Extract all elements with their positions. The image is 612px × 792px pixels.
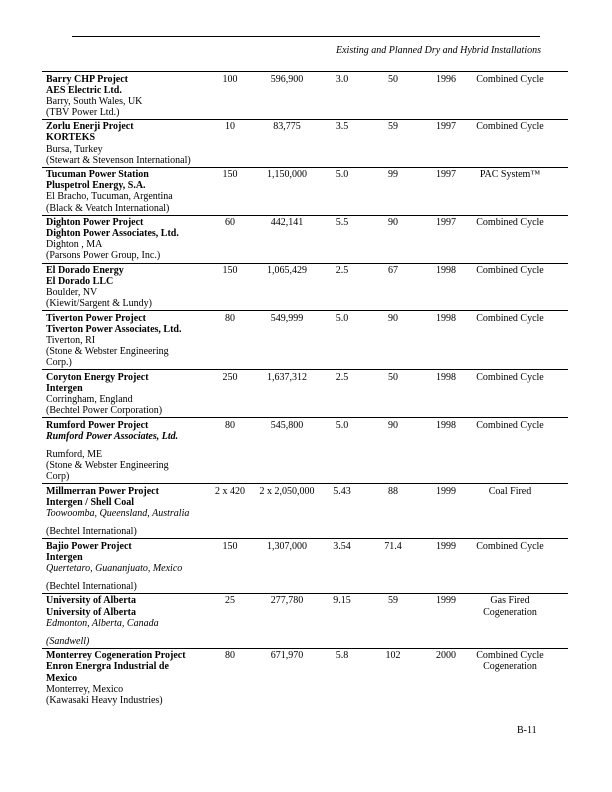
type-line: Combined Cycle bbox=[476, 265, 544, 276]
flow-cell: 1,637,312 bbox=[250, 370, 324, 418]
table-row bbox=[42, 370, 568, 418]
project-line: Tiverton Power Project bbox=[46, 312, 146, 324]
type-line: Combined Cycle bbox=[476, 121, 544, 133]
type-cell bbox=[466, 539, 568, 594]
value-cell: 99 bbox=[360, 167, 426, 215]
type-cell bbox=[466, 484, 568, 539]
blank-line bbox=[46, 574, 204, 581]
project-line: (Stewart & Stevenson International) bbox=[46, 154, 191, 166]
value-cell: 90 bbox=[360, 311, 426, 370]
project-line: Dighton , MA bbox=[46, 239, 103, 251]
installations-table bbox=[42, 71, 568, 707]
project-line: Dighton Power Associates, Ltd. bbox=[46, 228, 179, 240]
type-line: Combined Cycle bbox=[476, 73, 544, 85]
project-line: Tiverton, RI bbox=[46, 335, 96, 347]
project-line: Barry, South Wales, UK bbox=[46, 95, 143, 107]
header-rule bbox=[72, 36, 540, 37]
flow-cell: 1,150,000 bbox=[250, 167, 324, 215]
project-line: Enron Energra Industrial de bbox=[46, 661, 169, 673]
project-line: Edmonton, Alberta, Canada bbox=[46, 617, 159, 629]
year-cell: 1999 bbox=[426, 484, 466, 539]
type-cell bbox=[466, 167, 568, 215]
type-cell bbox=[466, 119, 568, 167]
year-cell: 2000 bbox=[436, 650, 456, 662]
project-cell bbox=[42, 593, 210, 648]
flow-cell: 1,065,429 bbox=[250, 263, 324, 311]
project-line: University of Alberta bbox=[46, 606, 136, 618]
blank-line bbox=[46, 629, 204, 636]
capacity-cell: 80 bbox=[225, 650, 235, 662]
value-cell: 71.4 bbox=[360, 539, 426, 594]
table-row bbox=[42, 593, 568, 648]
value-cell: 5.0 bbox=[324, 311, 360, 370]
project-line: (Bechtel International) bbox=[46, 525, 137, 537]
project-line: Mexico bbox=[46, 672, 78, 684]
value-cell: 102 bbox=[385, 650, 401, 662]
value-cell: 50 bbox=[360, 370, 426, 418]
project-line: Dighton Power Project bbox=[46, 217, 144, 229]
flow-cell: 671,970 bbox=[270, 650, 304, 662]
project-line: Bursa, Turkey bbox=[46, 143, 103, 155]
type-line: Coal Fired bbox=[488, 485, 532, 497]
type-cell bbox=[466, 215, 568, 263]
value-cell: 88 bbox=[360, 484, 426, 539]
project-line: (Kiewit/Sargent & Lundy) bbox=[46, 298, 152, 310]
type-line: Gas Fired bbox=[490, 595, 530, 607]
project-line: (Stone & Webster Engineering bbox=[46, 460, 169, 471]
value-cell: 3.5 bbox=[324, 119, 360, 167]
value-cell: 9.15 bbox=[324, 593, 360, 648]
project-line: Quertetaro, Guananjuato, Mexico bbox=[46, 562, 183, 574]
project-cell bbox=[42, 215, 210, 263]
project-line: Boulder, NV bbox=[46, 287, 98, 299]
project-line: Barry CHP Project bbox=[46, 73, 129, 85]
table-row bbox=[42, 72, 568, 120]
flow-cell: 83,775 bbox=[250, 119, 324, 167]
value-cell: 2.5 bbox=[324, 263, 360, 311]
project-cell bbox=[42, 418, 210, 484]
table-row bbox=[42, 311, 568, 370]
flow-cell: 545,800 bbox=[250, 418, 324, 484]
project-line: El Dorado Energy bbox=[46, 265, 124, 276]
capacity-cell: 25 bbox=[210, 593, 250, 648]
project-line: Intergen bbox=[46, 382, 83, 394]
flow-cell: 2 x 2,050,000 bbox=[250, 484, 324, 539]
blank-line bbox=[46, 519, 204, 526]
value-cell: 59 bbox=[360, 593, 426, 648]
project-cell bbox=[42, 484, 210, 539]
project-line: Tucuman Power Station bbox=[46, 169, 149, 181]
type-line: Combined Cycle bbox=[476, 217, 544, 229]
project-line: (Black & Veatch International) bbox=[46, 202, 170, 214]
project-line: Rumford Power Project bbox=[46, 419, 149, 431]
type-line: Cogeneration bbox=[483, 606, 537, 618]
value-cell: 5.5 bbox=[324, 215, 360, 263]
project-cell bbox=[42, 370, 210, 418]
table-row bbox=[42, 215, 568, 263]
type-cell bbox=[466, 593, 568, 648]
year-cell: 1997 bbox=[426, 215, 466, 263]
project-cell bbox=[42, 311, 210, 370]
year-cell: 1998 bbox=[426, 263, 466, 311]
running-header: Existing and Planned Dry and Hybrid Installations bbox=[336, 45, 541, 56]
project-cell bbox=[42, 263, 210, 311]
year-cell: 1998 bbox=[426, 418, 466, 484]
table-body bbox=[42, 72, 568, 707]
year-cell: 1999 bbox=[426, 539, 466, 594]
project-line: Zorlu Enerji Project bbox=[46, 121, 134, 133]
table-row bbox=[42, 539, 568, 594]
year-cell: 1998 bbox=[426, 311, 466, 370]
project-line: (Sandwell) bbox=[46, 635, 90, 647]
capacity-cell: 60 bbox=[210, 215, 250, 263]
capacity-cell: 150 bbox=[210, 167, 250, 215]
value-cell: 5.8 bbox=[335, 650, 349, 662]
type-line: Combined Cycle bbox=[476, 650, 544, 662]
type-cell bbox=[466, 418, 568, 484]
type-cell bbox=[466, 370, 568, 418]
type-cell bbox=[466, 263, 568, 311]
table-row bbox=[42, 418, 568, 484]
type-cell bbox=[466, 311, 568, 370]
project-line: (TBV Power Ltd.) bbox=[46, 106, 120, 118]
project-cell bbox=[42, 539, 210, 594]
year-cell: 1998 bbox=[426, 370, 466, 418]
year-cell: 1997 bbox=[426, 119, 466, 167]
value-cell: 5.43 bbox=[324, 484, 360, 539]
year-cell: 1997 bbox=[426, 167, 466, 215]
flow-cell: 549,999 bbox=[250, 311, 324, 370]
year-cell: 1996 bbox=[426, 72, 466, 120]
project-line: (Stone & Webster Engineering bbox=[46, 346, 169, 358]
project-line: Pluspetrol Energy, S.A. bbox=[46, 180, 146, 192]
project-line: KORTEKS bbox=[46, 132, 96, 144]
year-cell: 1999 bbox=[426, 593, 466, 648]
table-row bbox=[42, 484, 568, 539]
value-cell: 3.0 bbox=[324, 72, 360, 120]
flow-cell: 277,780 bbox=[250, 593, 324, 648]
type-line: PAC System™ bbox=[479, 169, 541, 181]
value-cell: 5.0 bbox=[324, 167, 360, 215]
project-line: Intergen bbox=[46, 551, 83, 563]
project-line: Rumford Power Associates, Ltd. bbox=[46, 430, 179, 442]
project-line: AES Electric Ltd. bbox=[46, 84, 122, 96]
table-row bbox=[42, 119, 568, 167]
project-cell bbox=[42, 167, 210, 215]
table-row bbox=[42, 648, 568, 706]
flow-cell: 596,900 bbox=[250, 72, 324, 120]
project-line: El Bracho, Tucuman, Argentina bbox=[46, 191, 173, 203]
table-row bbox=[42, 167, 568, 215]
table-row bbox=[42, 263, 568, 311]
project-line: Bajio Power Project bbox=[46, 540, 132, 552]
capacity-cell: 80 bbox=[210, 311, 250, 370]
value-cell: 59 bbox=[360, 119, 426, 167]
blank-line bbox=[46, 442, 204, 449]
type-line: Combined Cycle bbox=[476, 540, 544, 552]
type-cell bbox=[466, 648, 568, 706]
page-number: B-11 bbox=[517, 725, 537, 736]
project-line: (Bechtel International) bbox=[46, 580, 137, 592]
type-line: Combined Cycle bbox=[476, 419, 544, 431]
capacity-cell: 150 bbox=[210, 539, 250, 594]
value-cell: 50 bbox=[360, 72, 426, 120]
type-line: Combined Cycle bbox=[476, 312, 544, 324]
project-line: University of Alberta bbox=[46, 595, 136, 607]
project-line: Corp.) bbox=[46, 357, 72, 369]
capacity-cell: 10 bbox=[210, 119, 250, 167]
project-line: Tiverton Power Associates, Ltd. bbox=[46, 323, 182, 335]
project-line: El Dorado LLC bbox=[46, 276, 114, 288]
project-line: Millmerran Power Project bbox=[46, 485, 159, 497]
project-line: Corringham, England bbox=[46, 394, 133, 406]
type-line: Combined Cycle bbox=[476, 371, 544, 383]
type-line: Cogeneration bbox=[483, 661, 537, 673]
project-line: (Parsons Power Group, Inc.) bbox=[46, 250, 161, 262]
project-line: Coryton Energy Project bbox=[46, 371, 149, 383]
project-cell bbox=[42, 72, 210, 120]
capacity-cell: 150 bbox=[210, 263, 250, 311]
project-cell bbox=[42, 648, 210, 706]
project-line: Toowoomba, Queensland, Australia bbox=[46, 507, 190, 519]
project-line: (Bechtel Power Corporation) bbox=[46, 405, 163, 417]
project-line: (Kawasaki Heavy Industries) bbox=[46, 694, 163, 706]
project-line: Monterrey Cogeneration Project bbox=[46, 650, 186, 662]
capacity-cell: 80 bbox=[210, 418, 250, 484]
value-cell: 90 bbox=[360, 418, 426, 484]
project-line: Corp) bbox=[46, 471, 70, 483]
value-cell: 67 bbox=[360, 263, 426, 311]
value-cell: 3.54 bbox=[324, 539, 360, 594]
project-line: Intergen / Shell Coal bbox=[46, 496, 135, 508]
flow-cell: 442,141 bbox=[250, 215, 324, 263]
value-cell: 2.5 bbox=[324, 370, 360, 418]
flow-cell: 1,307,000 bbox=[250, 539, 324, 594]
value-cell: 5.0 bbox=[324, 418, 360, 484]
capacity-cell: 250 bbox=[210, 370, 250, 418]
project-cell bbox=[42, 119, 210, 167]
project-line: Rumford, ME bbox=[46, 448, 103, 460]
value-cell: 90 bbox=[360, 215, 426, 263]
capacity-cell: 2 x 420 bbox=[210, 484, 250, 539]
project-line: Monterrey, Mexico bbox=[46, 683, 124, 695]
type-cell bbox=[466, 72, 568, 120]
capacity-cell: 100 bbox=[210, 72, 250, 120]
